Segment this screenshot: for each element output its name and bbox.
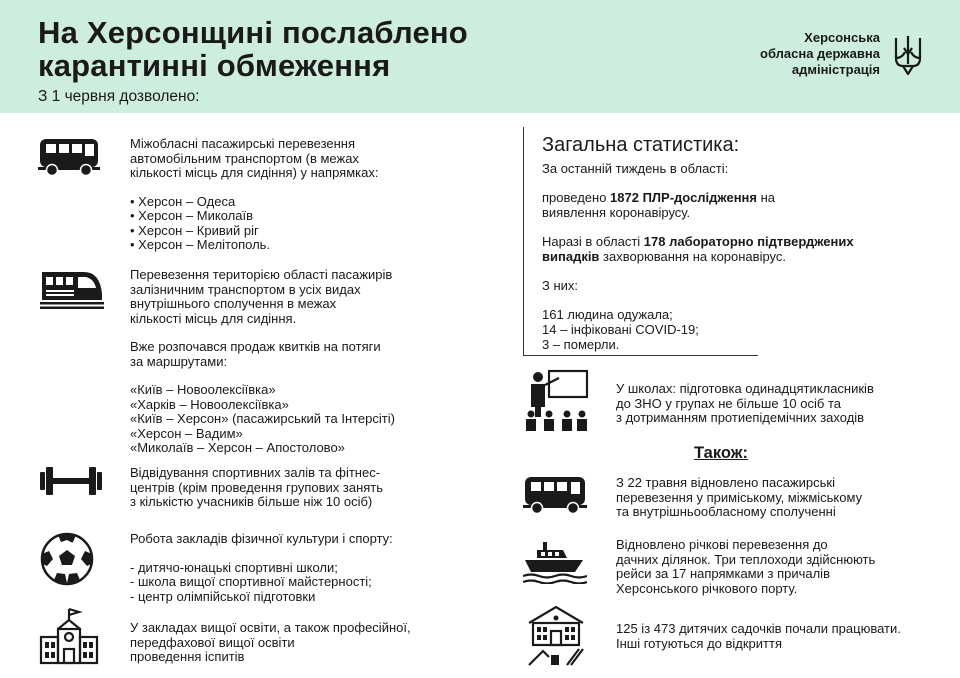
- page-title: [38, 16, 468, 82]
- admin-line-2: обласна державна: [760, 46, 880, 61]
- text-fragment: захворювання на коронавірус.: [599, 249, 787, 264]
- route-item: «Київ – Новоолексіївка»: [130, 382, 276, 397]
- train-icon: [40, 268, 104, 310]
- route-item: «Київ – Херсон» (пасажирський та Інтерсіті): [130, 411, 395, 426]
- text-line: У закладах вищої освіти, а також професійної,: [130, 620, 411, 635]
- statistics-panel: [523, 127, 854, 356]
- header-banner: [0, 0, 960, 113]
- page-subtitle: З 1 червня дозволено:: [38, 88, 200, 105]
- schools-section: [616, 382, 874, 426]
- stats-recovered: 161 людина одужала;: [542, 307, 673, 322]
- statistics-body: [542, 161, 902, 352]
- route-item: «Миколаїв – Херсон – Апостолово»: [130, 440, 345, 455]
- text-line: з кількістю учасників більше ніж 10 осіб): [130, 494, 373, 509]
- kindergartens-section: [616, 622, 901, 651]
- bus-icon: [38, 137, 102, 177]
- list-item: - школа вищої спортивної майстерності;: [130, 574, 372, 589]
- kindergarten-icon: [523, 603, 589, 667]
- bus-icon: [523, 475, 589, 515]
- sport-section: [130, 532, 393, 604]
- text-line: Херсонського річкового порту.: [616, 580, 798, 596]
- title-line-2: карантинні обмеження: [38, 48, 391, 83]
- route-item: «Харків – Новоолексіївка»: [130, 396, 289, 412]
- text-line: центрів (крім проведення групових занять: [130, 479, 384, 495]
- text-line: 125 із 473 дитячих садочків почали працювати.: [616, 621, 901, 636]
- football-icon: [40, 532, 94, 586]
- text-line: Міжобласні пасажирські перевезення: [130, 136, 356, 151]
- text-line: Перевезення територією області пасажирів: [130, 267, 393, 282]
- stats-week: За останній тиждень в області:: [542, 161, 729, 176]
- text-line: внутрішнього сполучення в межах: [130, 296, 337, 311]
- text-line: перевезення у приміському, міжміському: [616, 489, 863, 505]
- education-section: [130, 621, 411, 665]
- route-item: • Херсон – Одеса: [130, 193, 236, 209]
- text-line: за маршрутами:: [130, 353, 228, 369]
- text-line: проведення іспитів: [130, 649, 245, 664]
- list-item: - дитячо-юнацькі спортивні школи;: [130, 559, 338, 575]
- text-line: з дотриманням протиепідемічних заходів: [616, 410, 865, 425]
- trident-emblem-icon: [893, 34, 923, 76]
- text-line: Інші готуються до відкриття: [616, 635, 782, 651]
- text-line: до ЗНО у групах не більше 10 осіб та: [616, 395, 841, 411]
- text-line: У школах: підготовка одинадцятикласників: [616, 381, 874, 396]
- text-line: передфахової вищої освіти: [130, 634, 295, 650]
- classroom-icon: [523, 369, 589, 435]
- text-line: Відновлено річкові перевезення до: [616, 537, 828, 552]
- text-fragment: на: [756, 190, 776, 205]
- stats-infected: 14 – інфіковані COVID-19;: [542, 322, 699, 337]
- admin-line-3: адміністрація: [791, 62, 880, 77]
- text-fragment: випадків: [542, 249, 600, 264]
- administration-name: [760, 30, 880, 78]
- text-line: дачних ділянок. Три теплоходи здійснюють: [616, 551, 876, 567]
- rail-transport-section: [130, 268, 395, 456]
- school-building-icon: [38, 607, 100, 665]
- admin-line-1: Херсонська: [804, 30, 880, 45]
- stats-of-them: З них:: [542, 278, 579, 293]
- route-item: • Херсон – Миколаїв: [130, 208, 254, 223]
- river-transport-section: [616, 538, 875, 596]
- gyms-section: [130, 466, 383, 510]
- stats-pcr-line2: виявлення коронавірусу.: [542, 205, 691, 220]
- text-line: кількості місць для сидіння.: [130, 310, 297, 326]
- dumbbell-icon: [40, 466, 102, 496]
- route-item: «Херсон – Вадим»: [130, 425, 243, 441]
- text-line: З 22 травня відновлено пасажирські: [616, 475, 835, 490]
- text-line: Вже розпочався продаж квитків на потяги: [130, 339, 381, 354]
- text-line: Робота закладів фізичної культури і спорту:: [130, 531, 393, 546]
- route-item: • Херсон – Мелітополь.: [130, 237, 271, 252]
- stats-pcr: [542, 190, 902, 205]
- stats-cases-line2: [542, 249, 902, 264]
- also-heading: Також:: [694, 444, 748, 462]
- route-item: • Херсон – Кривий ріг: [130, 222, 259, 238]
- suburban-bus-section: [616, 476, 862, 520]
- stats-cases: [542, 234, 902, 249]
- text-line: кількості місць для сидіння) у напрямках:: [130, 165, 379, 180]
- text-line: та внутрішньообласному сполученні: [616, 504, 836, 519]
- text-line: автомобільним транспортом (в межах: [130, 150, 359, 166]
- text-fragment: Наразі в області: [542, 234, 644, 249]
- title-line-1: На Херсонщині послаблено: [38, 15, 468, 50]
- text-line: залізничним транспортом в усіх видах: [130, 281, 361, 297]
- intercity-transport-section: [130, 137, 378, 253]
- pcr-count: 1872 ПЛР-дослідження: [610, 190, 757, 205]
- text-line: рейси за 17 напрямками з причалів: [616, 566, 830, 581]
- list-item: - центр олімпійської підготовки: [130, 588, 316, 604]
- stats-died: 3 – померли.: [542, 337, 620, 352]
- confirmed-cases: 178 лабораторно підтверджених: [643, 234, 854, 249]
- text-fragment: проведено: [542, 190, 611, 205]
- statistics-title: Загальна статистика:: [542, 134, 740, 156]
- text-line: Відвідування спортивних залів та фітнес-: [130, 465, 381, 480]
- boat-icon: [523, 538, 587, 584]
